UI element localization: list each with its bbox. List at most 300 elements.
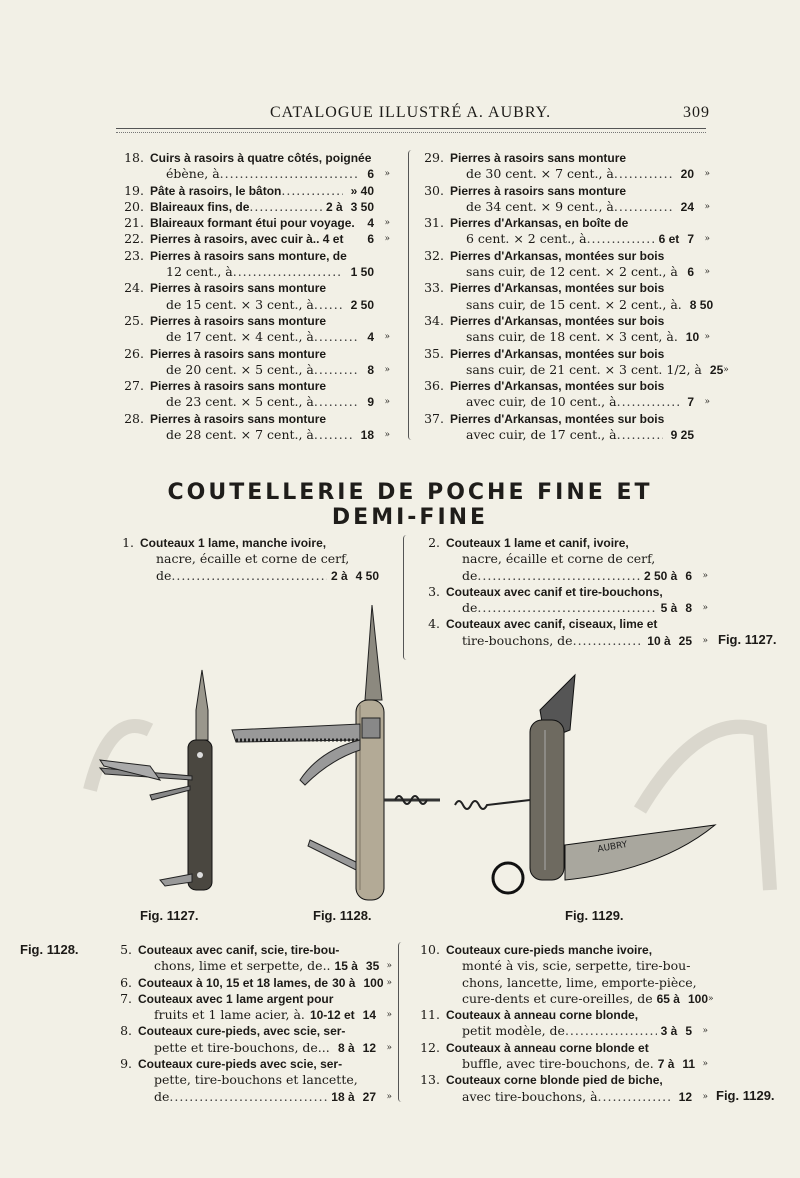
- item-line: [450, 313, 710, 329]
- item-line: [150, 231, 390, 247]
- dot-leader: [598, 1089, 671, 1105]
- price-list-left: [122, 535, 395, 584]
- price-value: 3 50: [350, 199, 374, 214]
- price-value: 8: [367, 362, 374, 377]
- item-line: [150, 297, 390, 313]
- dot-leader: [281, 183, 342, 199]
- price-list-right: [420, 942, 714, 1105]
- list-item: [124, 247, 390, 281]
- price-cents: »: [384, 218, 390, 229]
- price-list-right: [424, 150, 729, 443]
- price-value: » 40: [350, 183, 374, 198]
- item-line: [450, 166, 710, 182]
- item-text: monté à vis, scie, serpette, tire-bou-: [462, 958, 691, 974]
- item-text: pette, tire-bouchons et lancette,: [154, 1072, 358, 1088]
- price-value: 18: [360, 428, 374, 443]
- price-cents: »: [386, 1042, 392, 1053]
- price-value: 8 50: [689, 297, 714, 312]
- item-line: [138, 975, 392, 991]
- item-text: sans cuir, de 15 cent. × 2 cent., à.: [466, 296, 682, 312]
- item-line: [446, 990, 714, 1007]
- item-text: chons, lancette, lime, emporte-pièce,: [462, 974, 697, 990]
- item-line: [150, 329, 390, 345]
- item-text: cure-dents et cure-oreilles, de: [462, 990, 653, 1006]
- item-line: [150, 346, 390, 362]
- section-title: COUTELLERIE DE POCHE FINE ET DEMI-FINE: [167, 480, 653, 530]
- price-range: 2 à: [325, 199, 343, 214]
- item-text: de: [154, 1088, 170, 1104]
- price-range: 5 à: [660, 601, 678, 616]
- price-cents: »: [702, 570, 708, 581]
- item-text: chons, lime et serpette, de..: [154, 958, 331, 974]
- price-value: 8: [685, 601, 692, 616]
- list-item: [424, 345, 729, 379]
- list-item: [424, 312, 710, 346]
- price-value: 6: [687, 265, 694, 280]
- item-line: [446, 975, 708, 991]
- price-value: 12: [678, 1089, 692, 1104]
- item-number: 27.: [124, 378, 144, 394]
- item-text: avec cuir, de 17 cent., à: [466, 427, 617, 443]
- header-title: CATALOGUE ILLUSTRÉ A. AUBRY.: [270, 104, 552, 121]
- item-text: Couteaux 1 lame, manche ivoire,: [140, 536, 327, 550]
- item-text: 12 cent., à: [166, 264, 233, 280]
- dot-leader: [169, 1089, 327, 1105]
- item-number: 33.: [424, 280, 444, 296]
- item-text: buffle, avec tire-bouchons, de.: [462, 1056, 654, 1072]
- list-item: [424, 247, 710, 281]
- item-line: [150, 264, 390, 280]
- price-value: 6: [367, 232, 374, 247]
- item-line: [450, 378, 710, 394]
- item-text: sans cuir, de 21 cent. × 3 cent. 1/2, à: [466, 361, 702, 377]
- header-rule: [116, 128, 706, 133]
- price-range: 30 à: [332, 975, 356, 990]
- list-item: [124, 280, 390, 313]
- list-item: [120, 1056, 392, 1105]
- item-line: [150, 427, 390, 443]
- price-value: 7: [687, 232, 694, 247]
- item-line: [446, 942, 708, 958]
- list-item: [420, 1007, 708, 1040]
- item-number: 36.: [424, 378, 444, 394]
- item-line: [150, 199, 390, 215]
- item-line: [446, 568, 708, 584]
- dot-leader: [587, 231, 655, 247]
- item-number: 35.: [424, 345, 444, 361]
- price-cents: [374, 264, 390, 280]
- item-line: [138, 958, 392, 974]
- blade-maker-mark: AUBRY: [596, 839, 629, 855]
- item-line: [450, 394, 710, 410]
- figure-label-1129: Fig. 1129.: [716, 1088, 775, 1103]
- price-cents: [694, 427, 710, 443]
- item-text: Couteaux avec 1 lame argent pour: [138, 991, 334, 1006]
- item-text: de 30 cent. × 7 cent., à: [466, 166, 614, 182]
- dot-leader: [314, 297, 343, 313]
- figure-label-1127: Fig. 1127.: [140, 908, 199, 923]
- item-number: 23.: [124, 247, 144, 263]
- list-item: [120, 974, 392, 991]
- dot-leader: [355, 215, 360, 231]
- item-line: [150, 248, 390, 264]
- price-value: 12: [362, 1040, 376, 1055]
- item-text: de 23 cent. × 5 cent., à: [166, 394, 314, 410]
- list-item: [124, 182, 390, 199]
- item-text: tire-bouchons, de: [462, 632, 573, 648]
- item-text: avec tire-bouchons, à: [462, 1088, 598, 1104]
- price-range: 65 à: [656, 991, 680, 1006]
- item-line: [446, 551, 708, 567]
- item-text: ébène, à: [166, 166, 220, 182]
- item-line: [446, 535, 708, 551]
- list-item: [120, 942, 392, 975]
- dot-leader: [314, 362, 359, 378]
- item-text: Pierres d'Arkansas, montées sur bois: [450, 346, 665, 361]
- price-cents: »: [704, 234, 710, 245]
- price-cents: »: [702, 1059, 708, 1070]
- list-item: [420, 942, 714, 1007]
- dot-leader: [314, 329, 359, 345]
- dot-leader: [678, 264, 680, 280]
- item-number: 37.: [424, 410, 444, 426]
- item-text: Couteaux cure-pieds manche ivoire,: [446, 943, 653, 957]
- item-text: Pierres d'Arkansas, montées sur bois: [450, 281, 665, 296]
- price-range: 15 à: [334, 959, 358, 974]
- item-text: de: [462, 600, 478, 616]
- item-line: [446, 1040, 708, 1056]
- price-cents: »: [386, 1010, 392, 1021]
- figure-label-1129: Fig. 1129.: [565, 908, 624, 923]
- price-cents: »: [702, 1026, 708, 1037]
- item-line: [150, 166, 390, 182]
- item-number: 34.: [424, 312, 444, 328]
- price-list-left: [124, 150, 390, 443]
- price-cents: »: [384, 430, 390, 441]
- item-text: avec cuir, de 10 cent., à: [466, 394, 617, 410]
- item-text: Blaireaux formant étui pour voyage.: [150, 216, 355, 231]
- price-value: 25: [678, 633, 692, 648]
- figure-label-1127: Fig. 1127.: [718, 632, 777, 647]
- item-line: [138, 1056, 392, 1072]
- item-line: [140, 535, 395, 551]
- item-line: [150, 183, 390, 199]
- price-cents: »: [704, 169, 710, 180]
- list-item: [424, 182, 710, 216]
- item-line: [450, 248, 710, 264]
- item-number: 10.: [420, 942, 440, 957]
- item-text: de 17 cent. × 4 cent., à: [166, 329, 314, 345]
- list-item: [428, 535, 708, 584]
- item-text: Pierres d'Arkansas, montées sur bois: [450, 411, 665, 426]
- item-line: [450, 280, 710, 296]
- item-line: [138, 942, 392, 958]
- price-range: 7 à: [657, 1057, 675, 1072]
- page-number: 309: [683, 104, 710, 121]
- item-line: [140, 568, 395, 584]
- list-item: [424, 150, 710, 183]
- price-cents: »: [702, 635, 708, 646]
- price-cents: »: [386, 1091, 392, 1102]
- list-item: [124, 378, 390, 411]
- item-text: pette et tire-bouchons, de...: [154, 1039, 330, 1055]
- price-value: 6: [367, 167, 374, 182]
- price-cents: »: [384, 364, 390, 375]
- item-number: 20.: [124, 198, 144, 214]
- price-range: 6 et: [658, 232, 680, 247]
- list-item: [124, 312, 390, 346]
- figure-label-1128: Fig. 1128.: [313, 908, 372, 923]
- dot-leader: [233, 264, 343, 280]
- price-value: 6: [685, 568, 692, 583]
- list-item: [120, 990, 392, 1024]
- price-cents: »: [384, 397, 390, 408]
- price-value: 4: [367, 330, 374, 345]
- item-text: Couteaux 1 lame et canif, ivoire,: [446, 536, 629, 550]
- item-line: [446, 958, 708, 974]
- item-text: Pierres à rasoirs sans monture: [150, 281, 327, 296]
- item-line: [446, 1023, 708, 1039]
- item-number: 6.: [120, 974, 132, 990]
- item-text: Pierres d'Arkansas, montées sur bois: [450, 248, 665, 263]
- item-text: nacre, écaille et corne de cerf,: [156, 551, 350, 567]
- item-line: [150, 280, 390, 296]
- price-cents: »: [386, 977, 392, 988]
- dot-leader: [617, 394, 680, 410]
- item-text: de: [462, 567, 478, 583]
- item-text: sans cuir, de 12 cent. × 2 cent., à: [466, 264, 678, 280]
- item-text: de 28 cent. × 7 cent., à: [166, 427, 314, 443]
- item-text: petit modèle, de: [462, 1023, 565, 1039]
- item-line: [150, 215, 390, 231]
- item-line: [138, 1040, 392, 1056]
- item-number: 31.: [424, 215, 444, 231]
- price-cents: »: [386, 961, 392, 972]
- item-text: sans cuir, de 18 cent. × 3 cent, à.: [466, 329, 678, 345]
- item-text: Couteaux à anneau corne blonde et: [446, 1040, 649, 1055]
- price-value: 27: [362, 1089, 376, 1104]
- dot-leader: [305, 1007, 306, 1023]
- list-item: [124, 231, 390, 247]
- item-text: fruits et 1 lame acier, à.: [154, 1007, 305, 1023]
- item-number: 13.: [420, 1072, 440, 1088]
- list-item: [124, 215, 390, 231]
- item-text: Pierres à rasoirs, avec cuir à.. 4 et: [150, 232, 344, 247]
- item-number: 24.: [124, 280, 144, 296]
- item-text: Couteaux avec canif, scie, tire-bou-: [138, 943, 340, 957]
- item-line: [450, 215, 710, 231]
- item-line: [450, 183, 710, 199]
- dot-leader: [330, 1040, 334, 1056]
- price-value: 9: [367, 395, 374, 410]
- item-number: 29.: [424, 150, 444, 165]
- price-list-left: [120, 942, 392, 1105]
- item-line: [150, 394, 390, 410]
- price-cents: »: [704, 201, 710, 212]
- dot-leader: [614, 166, 673, 182]
- item-line: [138, 1007, 392, 1023]
- dot-leader: [314, 427, 353, 443]
- price-value: 4: [367, 216, 374, 231]
- item-line: [450, 329, 710, 345]
- item-number: 28.: [124, 410, 144, 426]
- item-text: Pierres à rasoirs sans monture: [150, 313, 327, 328]
- item-line: [450, 199, 710, 215]
- price-cents: [374, 183, 390, 199]
- item-number: 9.: [120, 1056, 132, 1072]
- item-line: [450, 150, 710, 166]
- dot-leader: [565, 1023, 657, 1039]
- item-text: Pierres à rasoirs sans monture, de: [150, 248, 347, 263]
- price-cents: [379, 568, 395, 584]
- dot-leader: [171, 568, 327, 584]
- item-number: 19.: [124, 182, 144, 198]
- price-value: 11: [682, 1057, 696, 1072]
- price-value: 14: [362, 1008, 376, 1023]
- price-value: 9 25: [670, 428, 694, 443]
- figure-label-1128: Fig. 1128.: [20, 942, 79, 957]
- dot-leader: [343, 231, 359, 247]
- item-line: [138, 1023, 392, 1039]
- item-text: Pierres à rasoirs sans monture: [150, 411, 327, 426]
- price-cents: »: [704, 267, 710, 278]
- item-number: 4.: [428, 616, 440, 632]
- item-line: [446, 1089, 708, 1105]
- list-item: [424, 215, 710, 248]
- price-cents: »: [702, 1091, 708, 1102]
- item-number: 26.: [124, 345, 144, 361]
- price-cents: [374, 297, 390, 313]
- price-cents: »: [704, 397, 710, 408]
- item-number: 11.: [420, 1007, 440, 1023]
- price-value: 100: [363, 975, 384, 990]
- item-number: 2.: [428, 535, 440, 550]
- price-range: 18 à: [331, 1089, 355, 1104]
- item-line: [138, 1072, 392, 1088]
- list-item: [122, 535, 395, 584]
- item-line: [150, 378, 390, 394]
- item-text: de 34 cent. × 9 cent., à: [466, 198, 614, 214]
- list-item: [124, 150, 390, 183]
- item-line: [450, 346, 710, 362]
- item-number: 25.: [124, 312, 144, 328]
- item-text: Cuirs à rasoirs à quatre côtés, poignée: [150, 151, 372, 165]
- item-line: [138, 1089, 392, 1105]
- dot-leader: [614, 199, 673, 215]
- dot-leader: [617, 427, 663, 443]
- price-value: 20: [680, 167, 694, 182]
- price-cents: »: [702, 603, 708, 614]
- item-number: 3.: [428, 583, 440, 599]
- price-value: 24: [680, 199, 694, 214]
- item-line: [450, 296, 714, 313]
- item-text: de 20 cent. × 5 cent., à: [166, 361, 314, 377]
- item-number: 1.: [122, 535, 134, 550]
- item-text: Pierres à rasoirs sans monture: [450, 151, 627, 165]
- price-value: 2 50: [350, 297, 374, 312]
- item-number: 8.: [120, 1023, 132, 1039]
- price-cents: »: [384, 332, 390, 343]
- item-line: [140, 551, 395, 567]
- item-line: [450, 411, 710, 427]
- item-line: [446, 1007, 708, 1023]
- price-cents: »: [708, 993, 714, 1004]
- knife-fig1128: [232, 605, 440, 900]
- price-range: 8 à: [337, 1040, 355, 1055]
- item-line: [450, 361, 729, 378]
- price-cents: [374, 199, 390, 215]
- list-item: [424, 280, 714, 313]
- item-number: 21.: [124, 215, 144, 231]
- list-item: [424, 410, 710, 444]
- price-cents: »: [704, 332, 710, 343]
- item-text: Blaireaux fins, de: [150, 199, 250, 214]
- list-item: [420, 1072, 708, 1105]
- price-range: 3 à: [660, 1024, 678, 1039]
- item-text: Pierres à rasoirs sans monture: [450, 183, 627, 198]
- list-item: [424, 378, 710, 411]
- item-line: [150, 313, 390, 329]
- list-item: [120, 1023, 392, 1056]
- knife-illustrations: [0, 590, 800, 910]
- price-value: 35: [365, 959, 380, 974]
- price-value: 7: [687, 395, 694, 410]
- price-range: 10-12 et: [309, 1008, 355, 1023]
- item-text: Couteaux cure-pieds avec scie, ser-: [138, 1057, 343, 1072]
- item-text: Couteaux corne blonde pied de biche,: [446, 1073, 663, 1088]
- item-number: 12.: [420, 1039, 440, 1055]
- item-text: Couteaux avec canif, ciseaux, lime et: [446, 617, 658, 632]
- item-number: 32.: [424, 247, 444, 263]
- item-line: [150, 362, 390, 378]
- item-line: [450, 231, 710, 247]
- knife-fig1129: [455, 675, 715, 893]
- price-value: 4 50: [355, 568, 379, 583]
- price-cents: »: [384, 234, 390, 245]
- item-text: Pierres à rasoirs sans monture: [150, 379, 327, 394]
- item-text: de 15 cent. × 3 cent., à: [166, 296, 314, 312]
- price-value: 5: [685, 1024, 692, 1039]
- list-item: [124, 345, 390, 379]
- price-value: 25: [709, 362, 724, 377]
- item-text: Couteaux cure-pieds, avec scie, ser-: [138, 1024, 346, 1039]
- item-line: [446, 1056, 708, 1072]
- item-text: de: [156, 567, 172, 583]
- item-number: 7.: [120, 990, 132, 1006]
- item-text: Couteaux avec canif et tire-bouchons,: [446, 584, 663, 599]
- item-line: [150, 411, 390, 427]
- item-line: [446, 1072, 708, 1088]
- item-number: 22.: [124, 231, 144, 247]
- item-text: Pierres à rasoirs sans monture: [150, 346, 327, 361]
- price-range: 2 à: [330, 568, 348, 583]
- price-value: 1 50: [350, 265, 374, 280]
- price-cents: »: [384, 169, 390, 180]
- item-text: Couteaux à anneau corne blonde,: [446, 1008, 639, 1023]
- dot-leader: [477, 568, 640, 584]
- item-text: Pâte à rasoirs, le bâton: [150, 183, 282, 198]
- price-range: 10 à: [647, 633, 671, 648]
- item-text: nacre, écaille et corne de cerf,: [462, 551, 656, 567]
- item-text: Pierres d'Arkansas, montées sur bois: [450, 313, 665, 328]
- item-text: Couteaux à 10, 15 et 18 lames, de: [138, 975, 329, 990]
- item-text: Pierres d'Arkansas, montées sur bois: [450, 379, 665, 394]
- item-line: [138, 991, 392, 1007]
- item-number: 5.: [120, 942, 132, 957]
- price-range: 2 50 à: [643, 568, 678, 583]
- item-text: Pierres d'Arkansas, en boîte de: [450, 216, 629, 231]
- knife-fig1127: [100, 670, 212, 890]
